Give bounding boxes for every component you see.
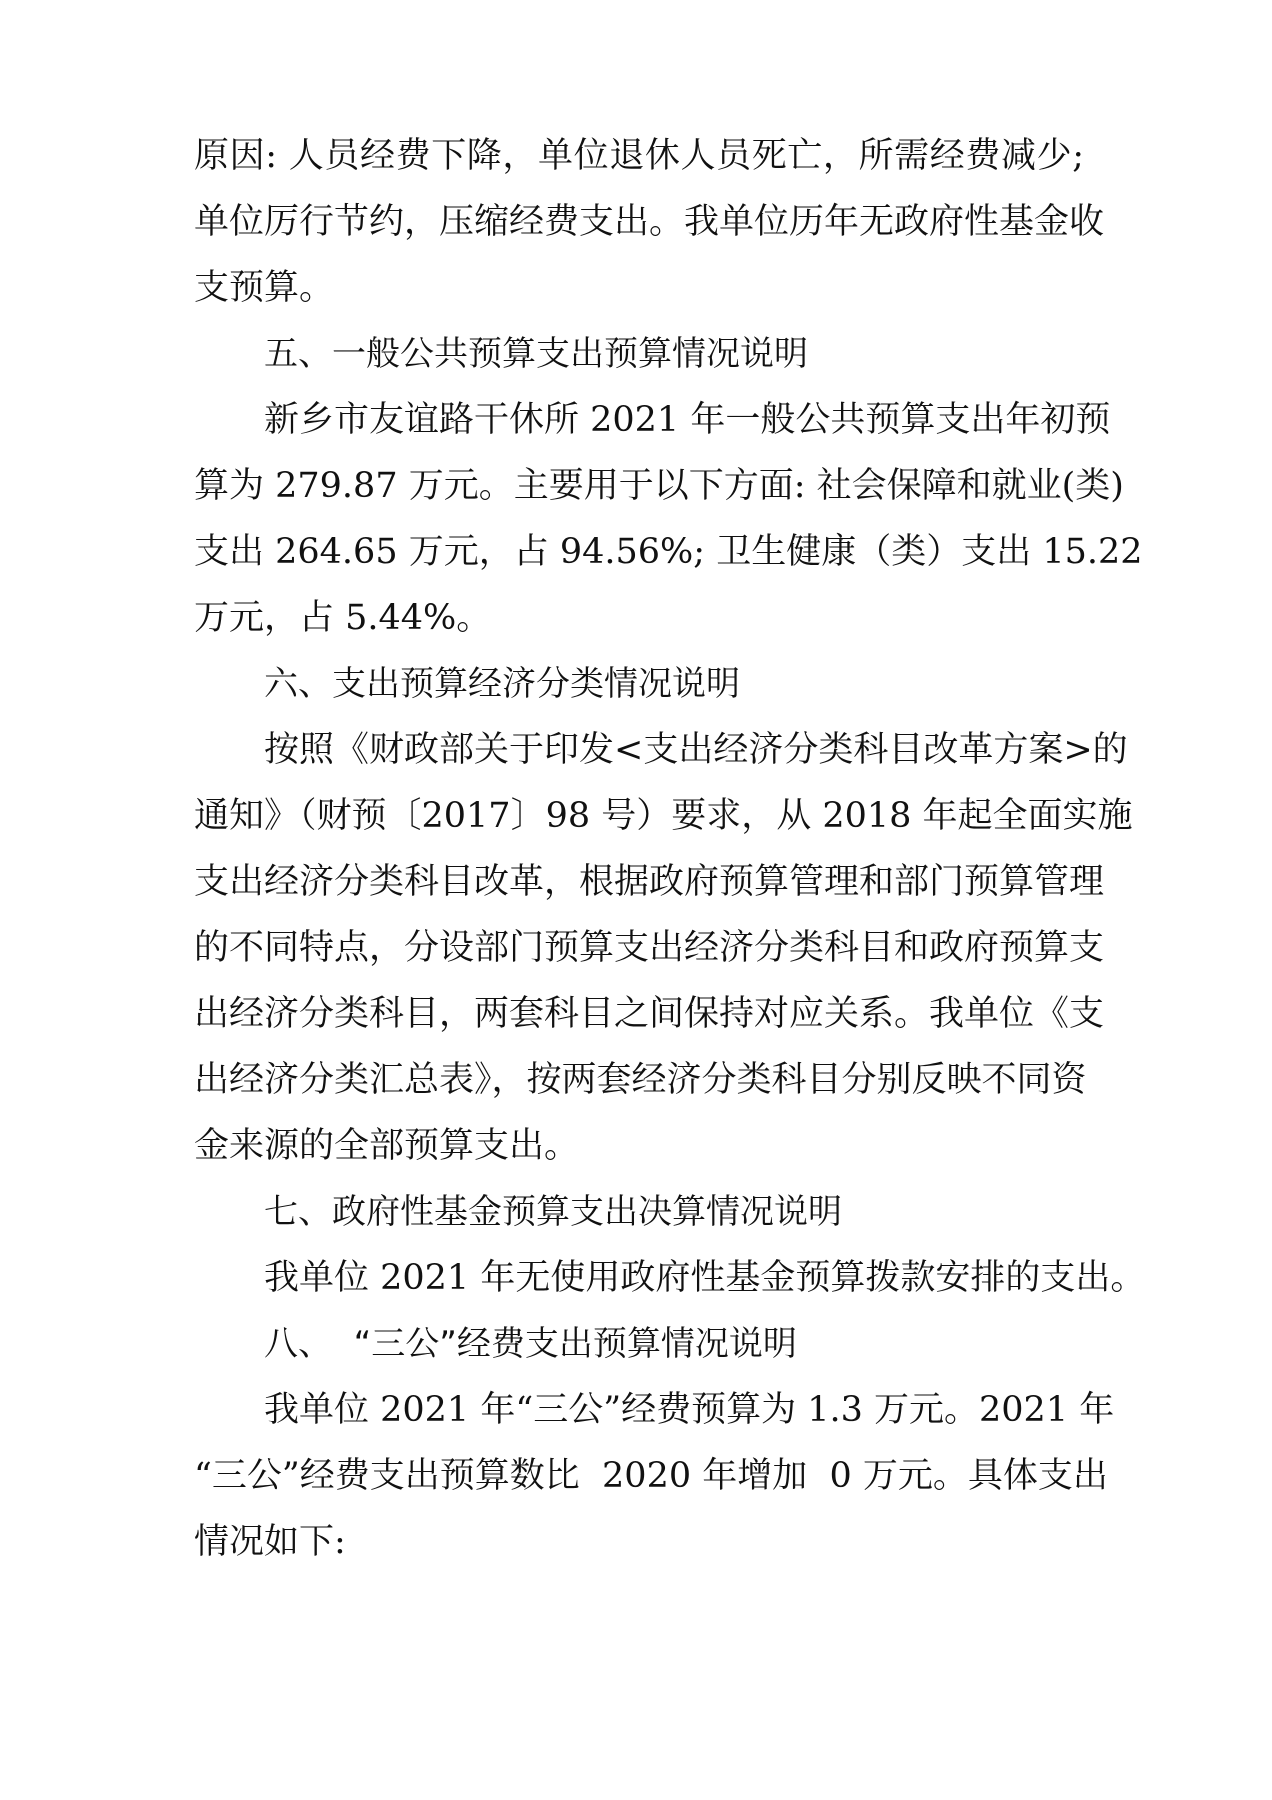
section-heading-5: 五、一般公共预算支出预算情况说明 [264, 334, 808, 374]
paragraph-line: 支出 264.65 万元，占 94.56%; 卫生健康（类）支出 15.22 [194, 532, 1143, 572]
paragraph-line: 的不同特点，分设部门预算支出经济分类科目和政府预算支 [194, 928, 1105, 968]
section-heading-6: 六、支出预算经济分类情况说明 [264, 664, 740, 704]
paragraph-line: 我单位 2021 年“三公”经费预算为 1.3 万元。2021 年 [264, 1390, 1115, 1430]
paragraph-line: 支预算。 [194, 268, 335, 308]
paragraph-line: 新乡市友谊路干休所 2021 年一般公共预算支出年初预 [264, 400, 1111, 440]
paragraph-line: 出经济分类汇总表》，按两套经济分类科目分别反映不同资 [194, 1060, 1087, 1100]
section-heading-7: 七、政府性基金预算支出决算情况说明 [264, 1192, 842, 1232]
paragraph-line: 万元，占 5.44%。 [194, 598, 492, 638]
paragraph-line: 金来源的全部预算支出。 [194, 1126, 580, 1166]
paragraph-line: 按照《财政部关于印发<支出经济分类科目改革方案>的 [264, 730, 1128, 770]
paragraph-line: 出经济分类科目，两套科目之间保持对应关系。我单位《支 [194, 994, 1105, 1034]
paragraph-line: 单位厉行节约，压缩经费支出。我单位历年无政府性基金收 [194, 202, 1105, 242]
paragraph-line: 情况如下: [194, 1522, 346, 1562]
paragraph-line: 支出经济分类科目改革，根据政府预算管理和部门预算管理 [194, 862, 1105, 902]
paragraph-line: 算为 279.87 万元。主要用于以下方面: 社会保障和就业(类) [194, 466, 1124, 506]
paragraph-line: “三公”经费支出预算数比 2020 年增加 0 万元。具体支出 [194, 1456, 1108, 1496]
paragraph-line: 原因: 人员经费下降，单位退休人员死亡，所需经费减少; [194, 136, 1084, 176]
section-heading-8: 八、 “三公”经费支出预算情况说明 [264, 1324, 797, 1364]
paragraph-line: 我单位 2021 年无使用政府性基金预算拨款安排的支出。 [264, 1258, 1146, 1298]
paragraph-line: 通知》（财预〔2017〕98 号）要求，从 2018 年起全面实施 [194, 796, 1133, 836]
